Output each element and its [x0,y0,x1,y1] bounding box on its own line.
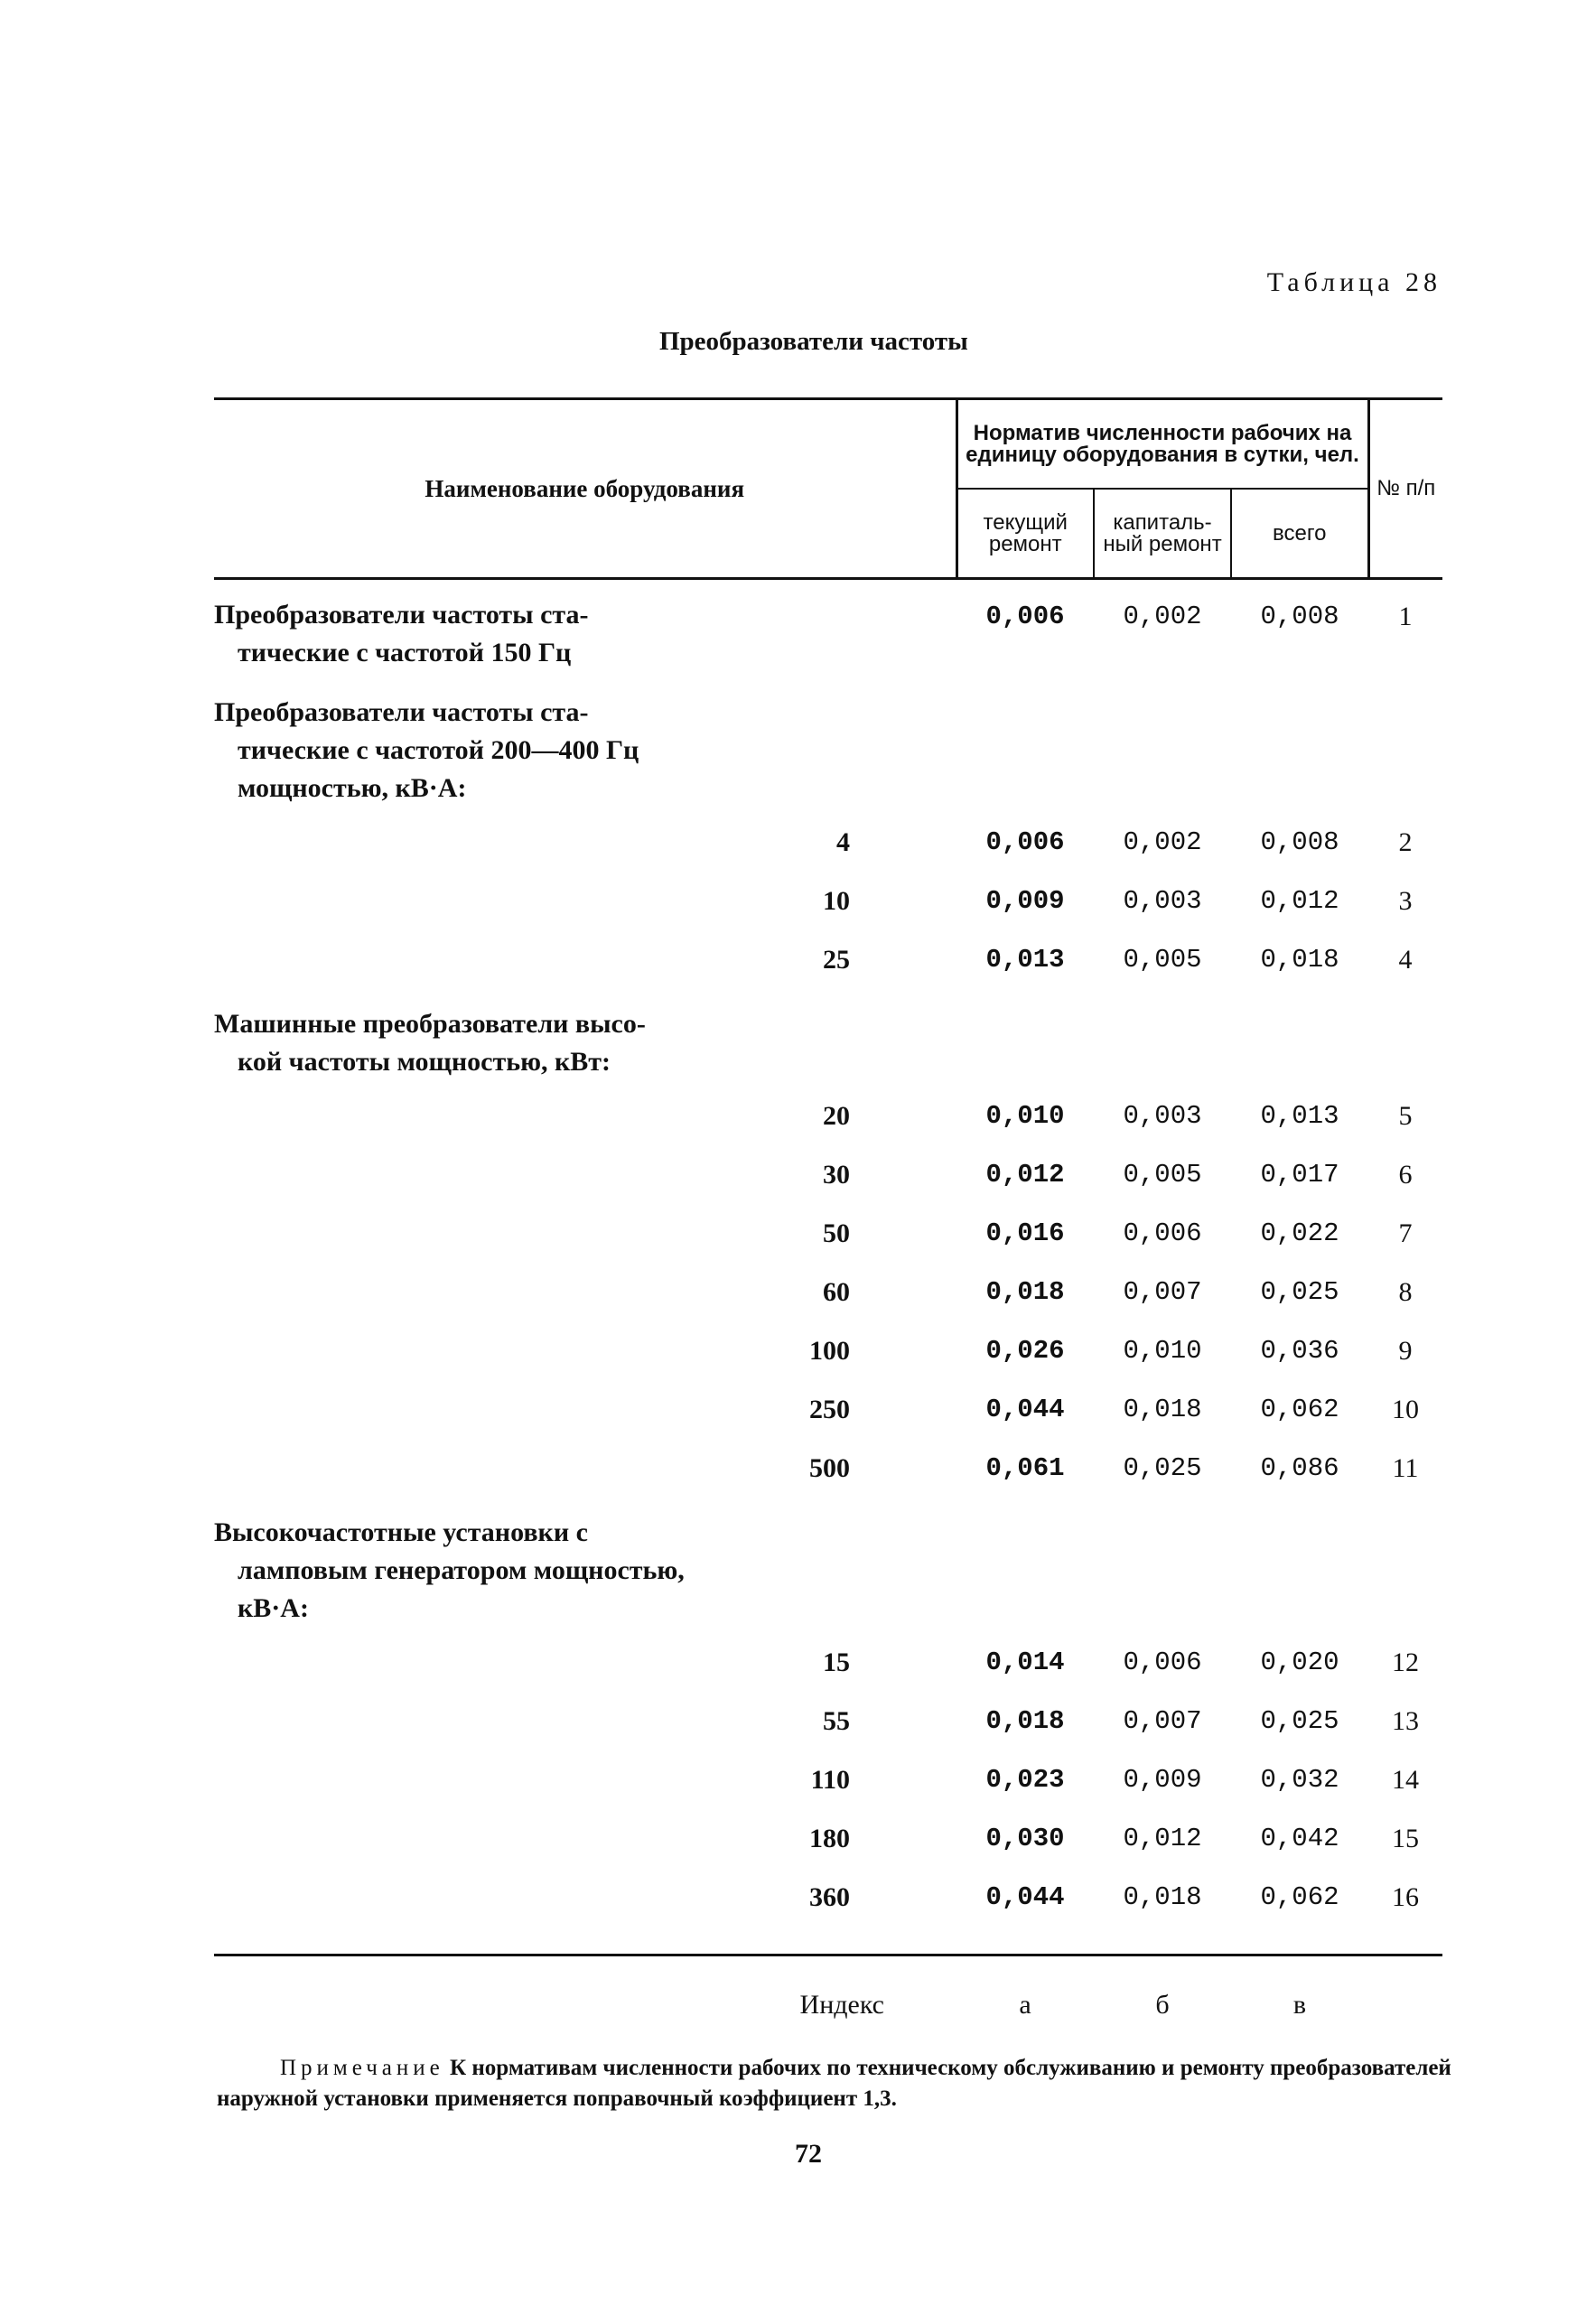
capital-repair-value: 0,005 [1123,945,1202,975]
header-capital-repair: капиталь-ный ремонт [1094,489,1231,579]
capital-repair-value: 0,018 [1123,1882,1202,1912]
table-row [214,1868,1442,1927]
capital-repair-value: 0,002 [1123,827,1202,857]
capital-repair-value [1094,989,1231,1087]
table-row [214,1750,1442,1809]
row-number [1368,677,1442,813]
table-row [214,1809,1442,1868]
capital-repair-value: 0,003 [1123,886,1202,916]
equipment-name: 50 [823,1218,850,1248]
current-repair-value: 0,006 [985,602,1065,631]
equipment-name-line: Преобразователи частоты ста- [214,697,589,727]
total-value: 0,018 [1260,945,1339,975]
row-number: 1 [1398,602,1413,631]
row-number: 16 [1392,1881,1419,1912]
table-row [214,930,1442,989]
current-repair-value [956,677,1094,813]
table-row [214,1204,1442,1263]
table-row [214,1321,1442,1380]
row-number [1368,1498,1442,1633]
capital-repair-value: 0,005 [1123,1160,1202,1190]
table-row [214,1087,1442,1145]
norms-table [214,397,1442,2043]
total-value [1231,677,1368,813]
current-repair-value: 0,030 [985,1824,1065,1853]
equipment-name-line: кой частоты мощностью, кВт: [238,1047,611,1077]
equipment-name: 20 [823,1100,850,1131]
equipment-name-line: ламповым генератором мощностью, [238,1555,685,1585]
current-repair-value: 0,010 [985,1101,1065,1131]
equipment-name-line: Машинные преобразователи высо- [214,1009,646,1039]
capital-repair-value: 0,025 [1123,1453,1202,1483]
table-row [214,1439,1442,1498]
capital-repair-value: 0,010 [1123,1336,1202,1366]
total-value: 0,017 [1260,1160,1339,1190]
equipment-name-line: Преобразователи частоты ста- [214,600,589,630]
category-row [214,989,1442,1087]
total-value: 0,022 [1260,1218,1339,1248]
table-row [214,872,1442,930]
header-current-repair: текущий ремонт [956,489,1094,579]
capital-repair-value: 0,012 [1123,1824,1202,1853]
capital-repair-value [1094,1498,1231,1633]
row-number: 4 [1398,944,1413,975]
equipment-name [214,677,956,813]
row-number: 3 [1398,885,1413,916]
equipment-name: 500 [809,1452,850,1483]
current-repair-value [956,989,1094,1087]
total-value [1231,1498,1368,1633]
equipment-name: 250 [809,1394,850,1424]
total-value: 0,086 [1260,1453,1339,1483]
equipment-name [214,579,956,678]
current-repair-value: 0,012 [985,1160,1065,1190]
total-value: 0,013 [1260,1101,1339,1131]
row-number: 7 [1398,1218,1413,1248]
current-repair-value: 0,018 [985,1277,1065,1307]
row-number: 14 [1392,1764,1419,1795]
equipment-name [214,989,956,1087]
note-label: Примечание [280,2056,444,2080]
total-value: 0,042 [1260,1824,1339,1853]
index-label: Индекс [799,1990,884,2020]
equipment-name: 360 [809,1881,850,1912]
row-number: 8 [1398,1276,1413,1307]
current-repair-value: 0,026 [985,1336,1065,1366]
capital-repair-value: 0,006 [1123,1218,1202,1248]
capital-repair-value: 0,009 [1123,1765,1202,1795]
row-number: 12 [1392,1647,1419,1677]
table-row [214,1692,1442,1750]
total-value: 0,008 [1260,602,1339,631]
capital-repair-value: 0,003 [1123,1101,1202,1131]
total-value: 0,008 [1260,827,1339,857]
capital-repair-value [1094,677,1231,813]
row-number: 11 [1392,1452,1419,1483]
equipment-name: 100 [809,1335,850,1366]
table-note [217,2053,1454,2114]
table-title: Преобразователи частоты [659,327,968,356]
header-norm-group: Норматив численности рабочих на единицу оборудования в сутки, чел. [956,399,1368,490]
row-number [1368,989,1442,1087]
current-repair-value: 0,018 [985,1706,1065,1736]
current-repair-value: 0,023 [985,1765,1065,1795]
row-number: 2 [1398,826,1413,857]
current-repair-value: 0,013 [985,945,1065,975]
capital-repair-value: 0,007 [1123,1277,1202,1307]
equipment-name: 60 [823,1276,850,1307]
capital-repair-value: 0,018 [1123,1395,1202,1424]
total-value [1231,989,1368,1087]
row-number: 6 [1398,1159,1413,1190]
equipment-name: 25 [823,944,850,975]
index-c: в [1292,1990,1307,2020]
current-repair-value: 0,061 [985,1453,1065,1483]
equipment-name: 15 [823,1647,850,1677]
equipment-name: 180 [809,1823,850,1853]
total-value: 0,032 [1260,1765,1339,1795]
current-repair-value [956,1498,1094,1633]
equipment-name: 4 [836,826,850,857]
table-label: Таблица 28 [1266,267,1442,297]
header-total: всего [1231,489,1368,579]
total-value: 0,020 [1260,1647,1339,1677]
equipment-name-line: кВ·А: [238,1593,309,1623]
total-value: 0,036 [1260,1336,1339,1366]
table-row [214,1380,1442,1439]
row-number: 9 [1398,1335,1413,1366]
current-repair-value: 0,044 [985,1882,1065,1912]
total-value: 0,062 [1260,1395,1339,1424]
equipment-name-line: тические с частотой 150 Гц [238,638,572,667]
equipment-name: 30 [823,1159,850,1190]
current-repair-value: 0,014 [985,1647,1065,1677]
equipment-name [214,1498,956,1633]
table-row [214,1633,1442,1692]
equipment-name-line: Высокочастотные установки с [214,1517,588,1547]
category-row [214,677,1442,813]
index-row [214,1955,1442,2044]
equipment-name: 10 [823,885,850,916]
total-value: 0,025 [1260,1277,1339,1307]
header-equipment-name: Наименование оборудования [214,399,956,579]
table-bottom-rule [214,1927,1442,1955]
capital-repair-value: 0,006 [1123,1647,1202,1677]
current-repair-value: 0,009 [985,886,1065,916]
equipment-name: 55 [823,1705,850,1736]
equipment-name: 110 [810,1764,850,1795]
total-value: 0,025 [1260,1706,1339,1736]
row-number: 15 [1392,1823,1419,1853]
capital-repair-value: 0,007 [1123,1706,1202,1736]
current-repair-value: 0,044 [985,1395,1065,1424]
capital-repair-value: 0,002 [1123,602,1202,631]
row-number: 5 [1398,1100,1413,1131]
row-number: 13 [1392,1705,1419,1736]
total-value: 0,062 [1260,1882,1339,1912]
current-repair-value: 0,016 [985,1218,1065,1248]
equipment-name-line: мощностью, кВ·А: [238,773,467,803]
table-row [214,1145,1442,1204]
equipment-name-line: тические с частотой 200—400 Гц [238,735,639,765]
current-repair-value: 0,006 [985,827,1065,857]
index-b: б [1155,1990,1170,2020]
header-row-number: № п/п [1368,399,1442,579]
table-row [214,1263,1442,1321]
index-a: а [1019,1990,1031,2020]
total-value: 0,012 [1260,886,1339,916]
row-number: 10 [1392,1394,1419,1424]
note-text: К нормативам численности рабочих по техническому обслуживанию и ремонту преобразователей наружной установки применяется поправочный коэффициент 1,3. [217,2056,1451,2111]
table-body [214,579,1442,1927]
page-number: 72 [795,2139,822,2169]
table-row [214,813,1442,872]
category-row [214,1498,1442,1633]
table-row [214,579,1442,678]
